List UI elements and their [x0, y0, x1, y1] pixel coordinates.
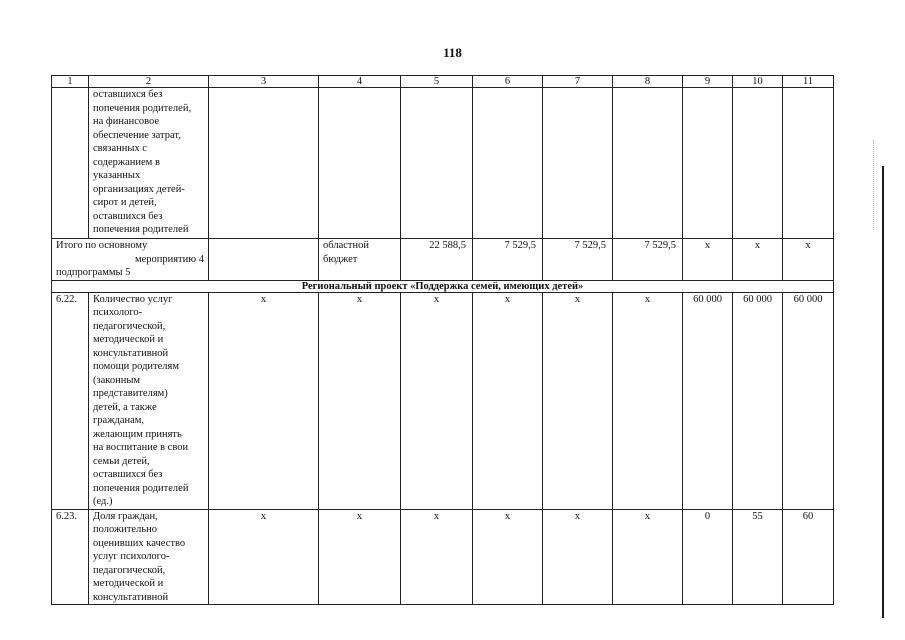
budget-table-container	[51, 75, 833, 605]
row-code	[52, 88, 89, 239]
description-line: организациях детей-	[93, 183, 185, 195]
table-cell	[401, 88, 473, 239]
description-line: психолого-	[93, 307, 143, 318]
description-line: методической и	[93, 334, 164, 345]
value-cell: х	[209, 509, 319, 605]
column-number-row	[52, 76, 834, 88]
value-cell: 7 529,5	[473, 239, 543, 281]
value-cell: х	[783, 239, 834, 281]
column-header: 8	[613, 76, 683, 88]
description-line: оставшихся без	[93, 210, 163, 222]
description-line: попечения родителей	[93, 224, 189, 235]
description-line: (ед.)	[93, 496, 113, 507]
table-cell	[733, 88, 783, 239]
column-header: 4	[319, 76, 401, 88]
table-cell	[209, 239, 319, 281]
description-line: оценивших качество	[93, 537, 186, 549]
section-header-row	[52, 280, 834, 292]
table-cell	[473, 88, 543, 239]
description-line: содержанием в	[93, 156, 160, 168]
column-header: 6	[473, 76, 543, 88]
column-header: 1	[52, 76, 89, 88]
value-cell: 60 000	[683, 292, 733, 509]
scan-margin-line	[882, 166, 884, 618]
value-cell: х	[473, 509, 543, 605]
value-cell: х	[401, 509, 473, 605]
value-cell: 60 000	[783, 292, 834, 509]
description-line: (законным	[93, 374, 141, 386]
description-line: на финансовое	[93, 116, 160, 127]
table-cell	[683, 88, 733, 239]
table-cell	[319, 88, 401, 239]
description-line: консультативной	[93, 347, 169, 359]
column-header: 11	[783, 76, 834, 88]
description-line: семьи детей,	[93, 455, 150, 467]
value-cell: 60	[783, 509, 834, 605]
value-cell: х	[683, 239, 733, 281]
description-line: положительно	[93, 524, 157, 535]
description-line: представителям)	[93, 388, 168, 399]
value-cell: х	[319, 509, 401, 605]
value-cell: х	[733, 239, 783, 281]
value-cell: 55	[733, 509, 783, 605]
value-cell: 7 529,5	[613, 239, 683, 281]
source-line: областной	[323, 240, 369, 251]
total-description	[52, 239, 209, 281]
row-description	[89, 509, 209, 605]
value-cell: х	[613, 292, 683, 509]
description-line: мероприятию 4	[134, 253, 204, 265]
description-line: Количество услуг	[93, 293, 173, 305]
description-line: подпрограммы 5	[56, 267, 131, 278]
value-cell: 7 529,5	[543, 239, 613, 281]
column-header: 3	[209, 76, 319, 88]
table-cell	[543, 88, 613, 239]
table-row-continuation	[52, 88, 834, 239]
description-line: педагогической,	[93, 320, 166, 332]
description-line: желающим принять	[93, 428, 182, 440]
table-cell	[613, 88, 683, 239]
table-cell	[209, 88, 319, 239]
page-number: 118	[443, 45, 462, 60]
funding-source	[319, 239, 401, 281]
value-cell: 22 588,5	[401, 239, 473, 281]
section-title: Региональный проект «Поддержка семей, имеющих детей»	[52, 280, 834, 292]
row-code: 6.23.	[52, 509, 89, 605]
description-line: обеспечение затрат,	[93, 129, 181, 141]
value-cell: х	[613, 509, 683, 605]
value-cell: х	[543, 509, 613, 605]
value-cell: х	[543, 292, 613, 509]
table-row-6-23	[52, 509, 834, 605]
column-header: 5	[401, 76, 473, 88]
table-row-total	[52, 239, 834, 281]
row-code: 6.22.	[52, 292, 89, 509]
description-line: консультативной	[93, 591, 169, 603]
description-line: связанных с	[93, 143, 147, 154]
table-row-6-22	[52, 292, 834, 509]
description-line: детей, а также	[93, 401, 157, 413]
description-line: услуг психолого-	[93, 551, 170, 562]
source-line: бюджет	[323, 253, 358, 265]
scan-artifact-dots	[873, 140, 875, 230]
description-line: гражданам,	[93, 415, 145, 426]
description-line: указанных	[93, 170, 141, 181]
budget-table	[51, 75, 834, 605]
description-line: помощи родителям	[93, 361, 180, 372]
description-line: оставшихся без	[93, 89, 163, 100]
value-cell: х	[319, 292, 401, 509]
value-cell: х	[209, 292, 319, 509]
value-cell: х	[473, 292, 543, 509]
row-description	[89, 292, 209, 509]
column-header: 9	[683, 76, 733, 88]
description-line: попечения родителей	[93, 482, 189, 494]
description-line: на воспитание в свои	[93, 442, 189, 453]
description-line: сирот и детей,	[93, 197, 157, 208]
description-line: методической и	[93, 578, 164, 589]
table-cell	[783, 88, 834, 239]
row-description	[89, 88, 209, 239]
description-line: Итого по основному	[56, 240, 148, 251]
column-header: 7	[543, 76, 613, 88]
description-line: педагогической,	[93, 564, 166, 576]
value-cell: 0	[683, 509, 733, 605]
value-cell: 60 000	[733, 292, 783, 509]
column-header: 2	[89, 76, 209, 88]
description-line: попечения родителей,	[93, 102, 192, 114]
column-header: 10	[733, 76, 783, 88]
description-line: Доля граждан,	[93, 510, 158, 522]
description-line: оставшихся без	[93, 469, 163, 480]
value-cell: х	[401, 292, 473, 509]
